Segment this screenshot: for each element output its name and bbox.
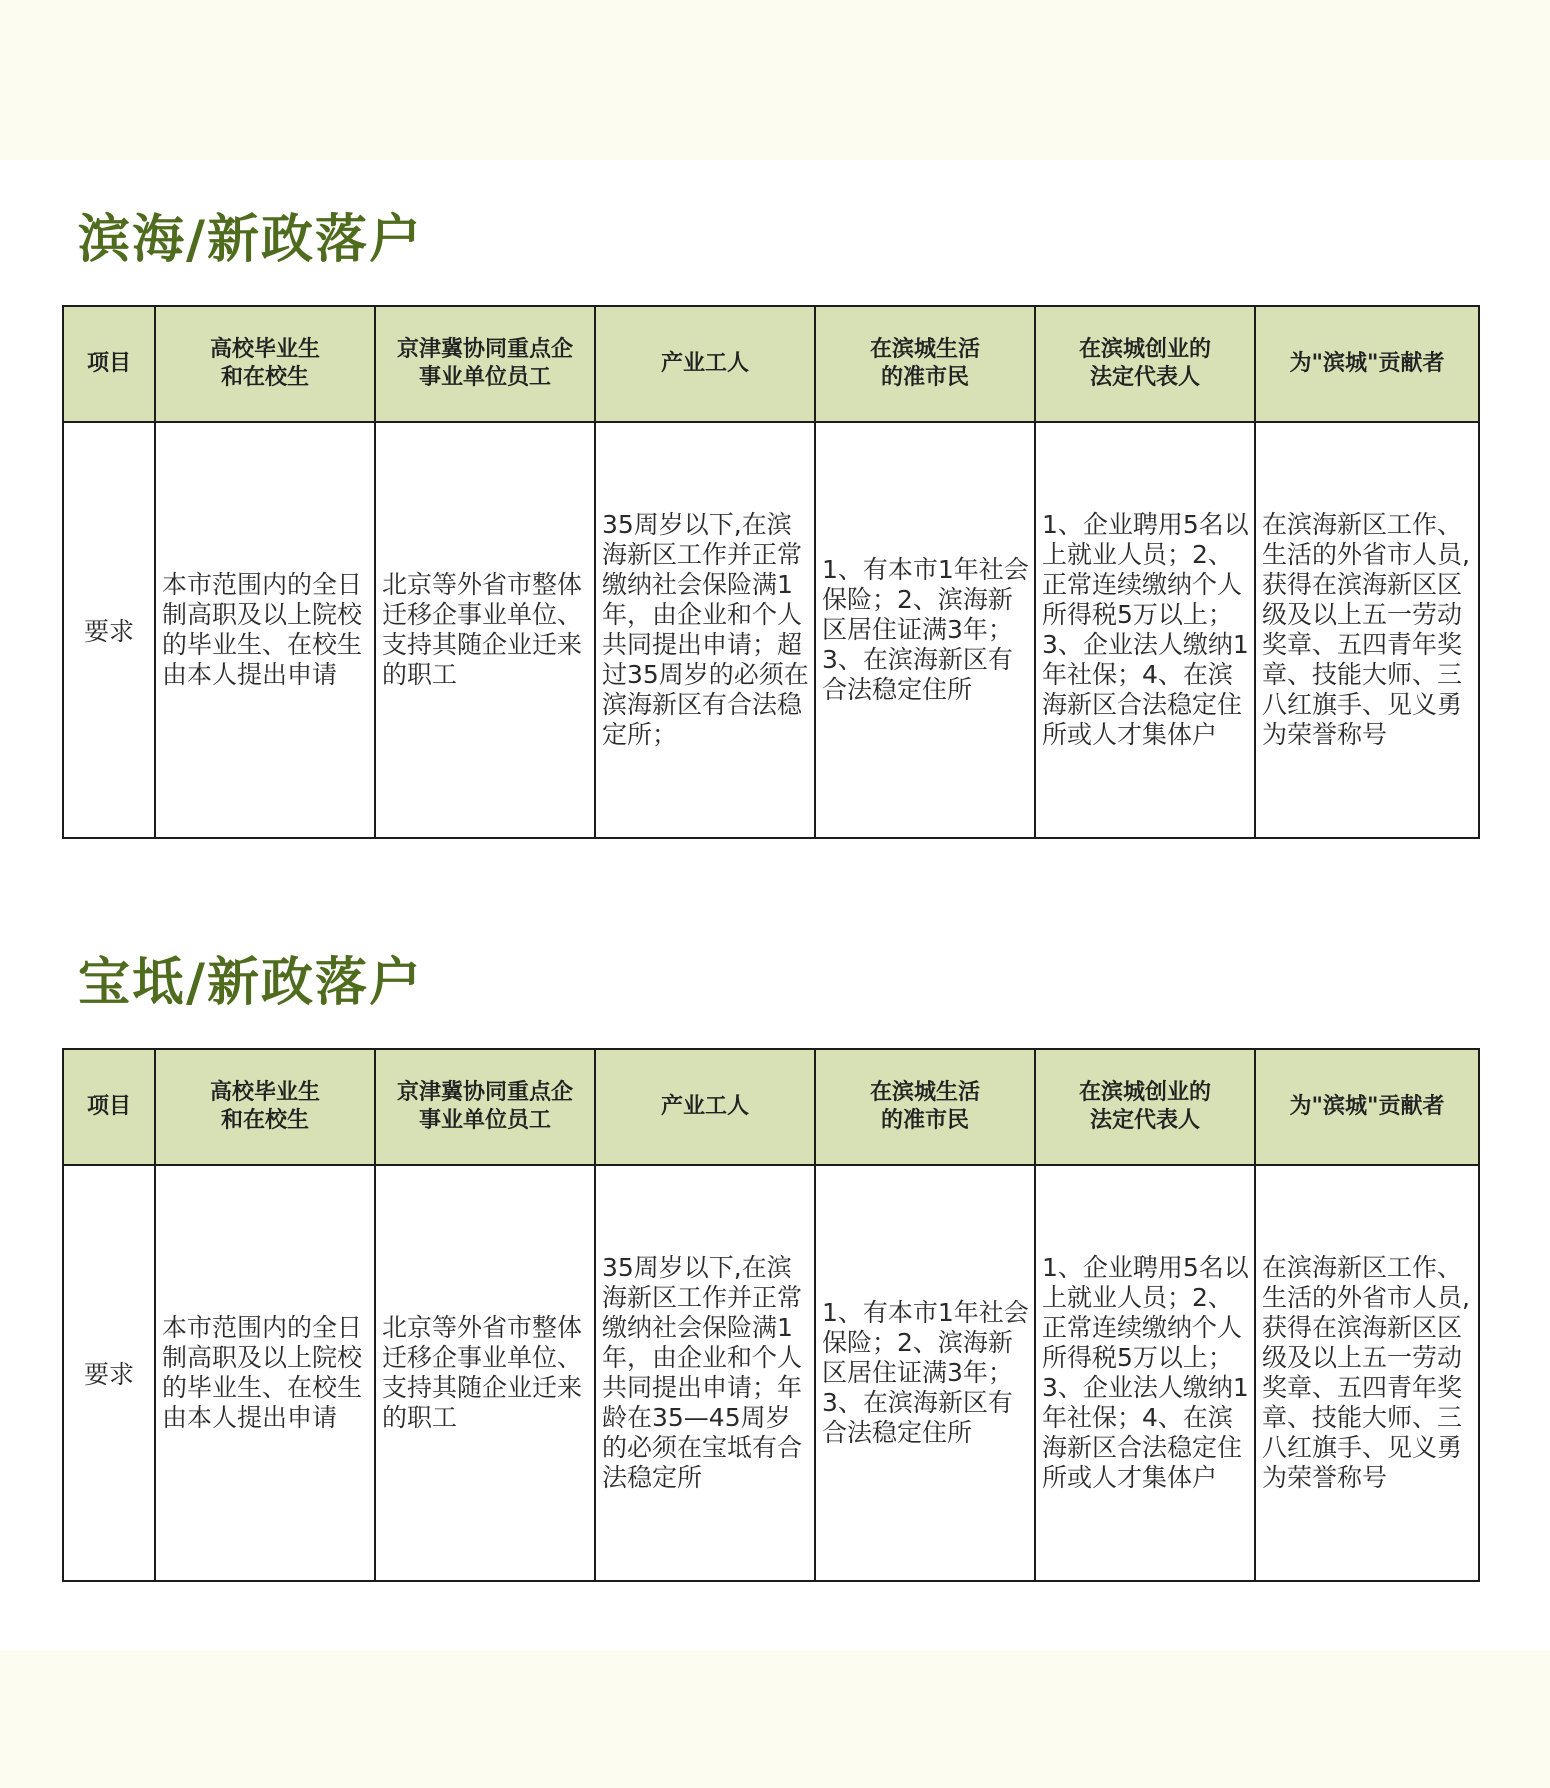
row-label: 要求 [63,422,155,838]
section-title: 滨海/新政落户 [78,210,423,270]
requirements-row [63,422,1479,838]
bottom-band [0,1650,1550,1788]
header-quasi-citizens: 在滨城生活 的准市民 [815,1049,1035,1165]
top-band [0,0,1550,160]
req-industrial-workers: 35周岁以下,在滨海新区工作并正常缴纳社会保险满1年，由企业和个人共同提出申请；年龄在35—45周岁的必须在宝坻有合法稳定所 [595,1165,815,1581]
header-item: 项目 [63,1049,155,1165]
header-entrepreneurs: 在滨城创业的 法定代表人 [1035,306,1255,422]
req-graduates: 本市范围内的全日制高职及以上院校的毕业生、在校生由本人提出申请 [155,422,375,838]
header-contributors: 为"滨城"贡献者 [1255,1049,1479,1165]
policy-table [62,305,1480,839]
header-contributors: 为"滨城"贡献者 [1255,306,1479,422]
req-contributors: 在滨海新区工作、生活的外省市人员,获得在滨海新区区级及以上五一劳动奖章、五四青年奖章、技能大师、三八红旗手、见义勇为荣誉称号 [1255,1165,1479,1581]
header-graduates: 高校毕业生 和在校生 [155,306,375,422]
header-industrial-workers: 产业工人 [595,1049,815,1165]
header-row [63,306,1479,422]
req-jjj-employees: 北京等外省市整体迁移企事业单位、支持其随企业迁来的职工 [375,1165,595,1581]
header-entrepreneurs: 在滨城创业的 法定代表人 [1035,1049,1255,1165]
header-quasi-citizens: 在滨城生活 的准市民 [815,306,1035,422]
header-industrial-workers: 产业工人 [595,306,815,422]
req-quasi-citizens: 1、有本市1年社会保险；2、滨海新区居住证满3年；3、在滨海新区有合法稳定住所 [815,1165,1035,1581]
requirements-row [63,1165,1479,1581]
req-graduates: 本市范围内的全日制高职及以上院校的毕业生、在校生由本人提出申请 [155,1165,375,1581]
req-contributors: 在滨海新区工作、生活的外省市人员,获得在滨海新区区级及以上五一劳动奖章、五四青年奖章、技能大师、三八红旗手、见义勇为荣誉称号 [1255,422,1479,838]
req-jjj-employees: 北京等外省市整体迁移企事业单位、支持其随企业迁来的职工 [375,422,595,838]
policy-table [62,1048,1480,1582]
req-quasi-citizens: 1、有本市1年社会保险；2、滨海新区居住证满3年；3、在滨海新区有合法稳定住所 [815,422,1035,838]
req-entrepreneurs: 1、企业聘用5名以上就业人员；2、正常连续缴纳个人所得税5万以上；3、企业法人缴纳1年社保；4、在滨海新区合法稳定住所或人才集体户 [1035,422,1255,838]
row-label: 要求 [63,1165,155,1581]
req-entrepreneurs: 1、企业聘用5名以上就业人员；2、正常连续缴纳个人所得税5万以上；3、企业法人缴纳1年社保；4、在滨海新区合法稳定住所或人才集体户 [1035,1165,1255,1581]
header-jjj-employees: 京津冀协同重点企 事业单位员工 [375,306,595,422]
header-graduates: 高校毕业生 和在校生 [155,1049,375,1165]
header-jjj-employees: 京津冀协同重点企 事业单位员工 [375,1049,595,1165]
header-item: 项目 [63,306,155,422]
section-title: 宝坻/新政落户 [78,953,423,1013]
req-industrial-workers: 35周岁以下,在滨海新区工作并正常缴纳社会保险满1年，由企业和个人共同提出申请；超过35周岁的必须在滨海新区有合法稳定所； [595,422,815,838]
header-row [63,1049,1479,1165]
